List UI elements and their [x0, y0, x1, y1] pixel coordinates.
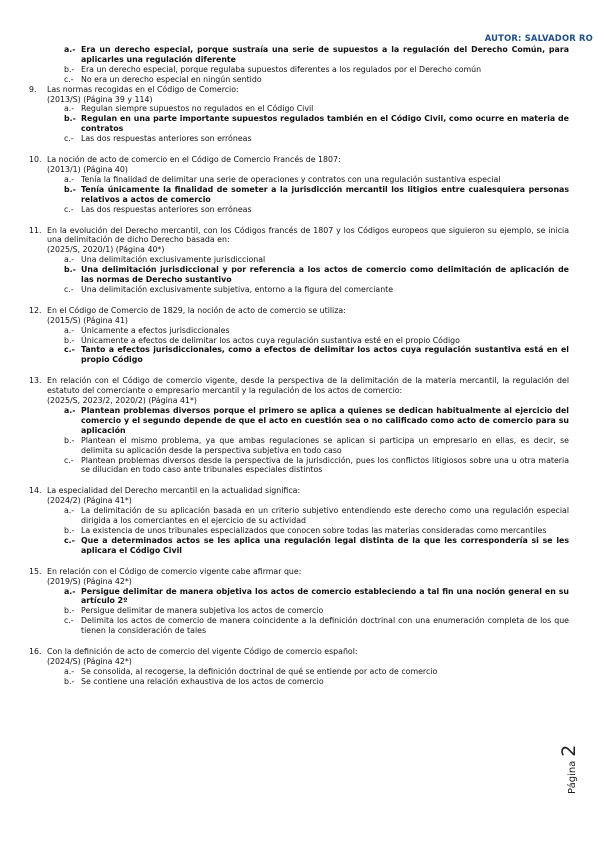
page-number-value: 2: [558, 744, 580, 757]
answer-option: [64, 616, 569, 636]
answer-option: [64, 336, 569, 346]
page-number: [558, 745, 580, 794]
option-text: Regulan siempre supuestos no regulados en el Código Civil: [81, 104, 314, 114]
question-number: 12.: [29, 305, 42, 315]
question-line: [29, 306, 569, 316]
option-letter: b.-: [64, 114, 76, 124]
option-letter: a.-: [64, 666, 75, 676]
question-reference: (2013/S) (Página 39 y 114): [47, 94, 153, 104]
answer-option: [64, 65, 569, 75]
option-letter: b.-: [64, 265, 76, 275]
option-letter: b.-: [64, 64, 75, 74]
option-text: Una delimitación exclusivamente jurisdiccional: [81, 255, 266, 265]
answer-option: [64, 606, 569, 616]
option-letter: a.-: [64, 255, 75, 265]
option-text: No era un derecho especial en ningún sentido: [81, 74, 262, 84]
option-letter: a.-: [64, 104, 75, 114]
author-header: AUTOR: SALVADOR RO: [484, 33, 593, 43]
answer-option: [64, 436, 569, 456]
options-list: [64, 406, 569, 475]
option-letter: c.-: [64, 345, 75, 355]
answer-option-correct: [64, 265, 569, 285]
options-list: [64, 175, 569, 215]
answer-option-correct: [64, 185, 569, 205]
option-letter: b.-: [64, 606, 75, 616]
option-text: Que a determinados actos se les aplica una regulación legal distinta de la que les correspondería si se les aplicara el Código Civil: [81, 535, 569, 555]
question-line: [29, 376, 569, 396]
options-list: [64, 587, 569, 637]
answer-option: [64, 255, 569, 265]
option-text: Se consolida, al recogerse, la definición doctrinal de qué se entiende por acto de comercio: [81, 666, 438, 676]
question-number: 9.: [29, 84, 37, 94]
question-text: Con la definición de acto de comercio del vigente Código de comercio español:: [47, 647, 358, 657]
option-letter: c.-: [64, 204, 74, 214]
option-letter: b.-: [64, 676, 75, 686]
options-list: [64, 104, 569, 144]
option-text: Plantean problemas diversos desde la perspectiva de la jurisdicción, pues los conflictos litigiosos sobre una u otra materia se dilucidan en todo caso ante tribunales especiales distintos: [81, 455, 569, 475]
question-reference: (2024/2) (Página 41*): [47, 496, 132, 506]
question-number: 10.: [29, 155, 42, 165]
option-text: Tenía la finalidad de delimitar una serie de operaciones y contratos con una regulación sustantiva especial: [81, 174, 501, 184]
question-block: [29, 376, 569, 475]
question-text: La especialidad del Derecho mercantil en la actualidad significa:: [47, 486, 301, 496]
question-line: [29, 85, 569, 95]
answer-option-correct: [64, 114, 569, 134]
question-block: [29, 647, 569, 687]
option-letter: c.-: [64, 284, 74, 294]
option-letter: a.-: [64, 174, 75, 184]
option-text: Las dos respuestas anteriores son erróneas: [81, 134, 252, 144]
option-text: Una delimitación jurisdiccional y por referencia a los actos de comercio como delimitación de aplicación de las normas de Derecho sustantivo: [81, 265, 569, 285]
option-letter: a.-: [64, 406, 76, 415]
option-letter: c.-: [64, 616, 74, 626]
answer-option: [64, 326, 569, 336]
question-text: En la evolución del Derecho mercantil, con los Códigos francés de 1807 y los Códigos europeos que siguieron su ejemplo, se inicia una delimitación de dicho Derecho basada en:: [47, 225, 569, 245]
question-number: 11.: [29, 225, 42, 235]
answer-option: [64, 526, 569, 536]
options-list: [64, 506, 569, 556]
answer-option-correct: [64, 45, 569, 65]
option-text: La existencia de unos tribunales especializados que conocen sobre todas las materias consideradas como mercantiles: [81, 525, 547, 535]
question-block: [29, 567, 569, 636]
question-number: 14.: [29, 486, 42, 496]
options-list: [64, 667, 569, 687]
question-reference: (2019/S) (Página 42*): [47, 576, 132, 586]
option-text: Era un derecho especial, porque regulaba supuestos diferentes a los regulados por el Derecho común: [81, 64, 482, 74]
answer-option: [64, 506, 569, 526]
question-reference: (2024/S) (Página 42*): [47, 656, 132, 666]
option-text: Una delimitación exclusivamente subjetiva, entorno a la figura del comerciante: [81, 284, 394, 294]
option-letter: b.-: [64, 525, 75, 535]
option-letter: a.-: [64, 325, 75, 335]
question-block: [29, 85, 569, 144]
option-letter: a.-: [64, 506, 75, 516]
option-letter: b.-: [64, 184, 76, 194]
question-list: [29, 85, 569, 687]
option-text: Únicamente a efectos jurisdiccionales: [81, 325, 230, 335]
option-letter: a.-: [64, 586, 76, 596]
answer-option: [64, 285, 569, 295]
answer-option: [64, 456, 569, 476]
intro-options-list: [64, 45, 569, 85]
option-text: Plantean problemas diversos porque el primero se aplica a quienes se dedican habitualmente al ejercicio del comercio y el segundo depende de que el acto en cuestión sea o no calificado como acto de comercio para su aplicación: [81, 406, 569, 435]
question-text: En relación con el Código de comercio vigente cabe afirmar que:: [47, 566, 302, 576]
question-line: [29, 567, 569, 577]
option-text: Las dos respuestas anteriores son erróneas: [81, 204, 252, 214]
option-letter: c.-: [64, 74, 74, 84]
question-number: 13.: [29, 376, 42, 386]
answer-option: [64, 75, 569, 85]
document-body: [29, 45, 569, 687]
option-text: Únicamente a efectos de delimitar los actos cuya regulación sustantiva esté en el propio Código: [81, 335, 460, 345]
answer-option: [64, 175, 569, 185]
answer-option: [64, 205, 569, 215]
option-text: Regulan en una parte importante supuestos regulados también en el Código Civil, como ocurre en materia de contratos: [81, 114, 569, 134]
option-text: Tanto a efectos jurisdiccionales, como a efectos de delimitar los actos cuya regulación sustantiva está en el propio Código: [81, 345, 569, 365]
question-number: 16.: [29, 647, 42, 657]
question-reference: (2025/S, 2020/1) (Página 40*): [47, 245, 165, 255]
option-text: Tenía únicamente la finalidad de someter a la jurisdicción mercantil los litigios entre cualesquiera personas relativos a actos de comercio: [81, 184, 569, 204]
question-text: La noción de acto de comercio en el Código de Comercio Francés de 1807:: [47, 155, 341, 165]
answer-option-correct: [64, 406, 569, 436]
option-letter: c.-: [64, 134, 74, 144]
option-text: Persigue delimitar de manera objetiva los actos de comercio estableciendo a tal fin una noción general en su artículo 2º: [81, 586, 569, 606]
question-reference: (2015/S) (Página 41): [47, 315, 128, 325]
option-letter: a.-: [64, 45, 76, 54]
question-line: [29, 155, 569, 165]
option-letter: b.-: [64, 335, 75, 345]
question-reference: (2013/1) (Página 40): [47, 164, 128, 174]
option-text: Delimita los actos de comercio de manera coincidente a la definición doctrinal con una enumeración completa de los que tienen la consideración de tales: [81, 616, 569, 636]
option-letter: c.-: [64, 535, 75, 545]
question-text: Las normas recogidas en el Código de Comercio:: [47, 84, 239, 94]
option-text: Plantean el mismo problema, ya que ambas regulaciones se aplican si participa un empresario en ellas, es decir, se delimita su aplicación desde la perspectiva subjetiva en todo caso: [81, 435, 569, 455]
question-text: En relación con el Código de comercio vigente, desde la perspectiva de la delimitación de la materia mercantil, la regulación del estatuto del comerciante o empresario mercantil y la regulación de los actos de comercio:: [47, 376, 569, 396]
answer-option: [64, 104, 569, 114]
answer-option: [64, 667, 569, 677]
question-line: [29, 226, 569, 246]
answer-option: [64, 677, 569, 687]
question-block: [29, 155, 569, 214]
option-letter: b.-: [64, 435, 75, 445]
question-line: [29, 486, 569, 496]
option-text: La delimitación de su aplicación basada en un criterio subjetivo entendiendo este derecho como una regulación especial dirigida a los comerciantes en el ejercicio de su actividad: [81, 506, 569, 526]
question-reference: (2025/S, 2023/2, 2020/2) (Página 41*): [47, 396, 197, 406]
option-text: Era un derecho especial, porque sustraía una serie de supuestos a la regulación del Derecho Común, para aplicarles una regulación diferente: [81, 45, 569, 64]
answer-option-correct: [64, 345, 569, 365]
question-number: 15.: [29, 566, 42, 576]
options-list: [64, 326, 569, 366]
options-list: [64, 255, 569, 295]
question-line: [29, 647, 569, 657]
question-block: [29, 306, 569, 365]
answer-option-correct: [64, 536, 569, 556]
option-letter: c.-: [64, 455, 74, 465]
answer-option: [64, 134, 569, 144]
question-text: En el Código de Comercio de 1829, la noción de acto de comercio se utiliza:: [47, 305, 346, 315]
option-text: Se contiene una relación exhaustiva de los actos de comercio: [81, 676, 324, 686]
question-block: [29, 226, 569, 295]
page-label: Página: [567, 760, 578, 794]
answer-option-correct: [64, 587, 569, 607]
option-text: Persigue delimitar de manera subjetiva los actos de comercio: [81, 606, 324, 616]
question-block: [29, 486, 569, 555]
